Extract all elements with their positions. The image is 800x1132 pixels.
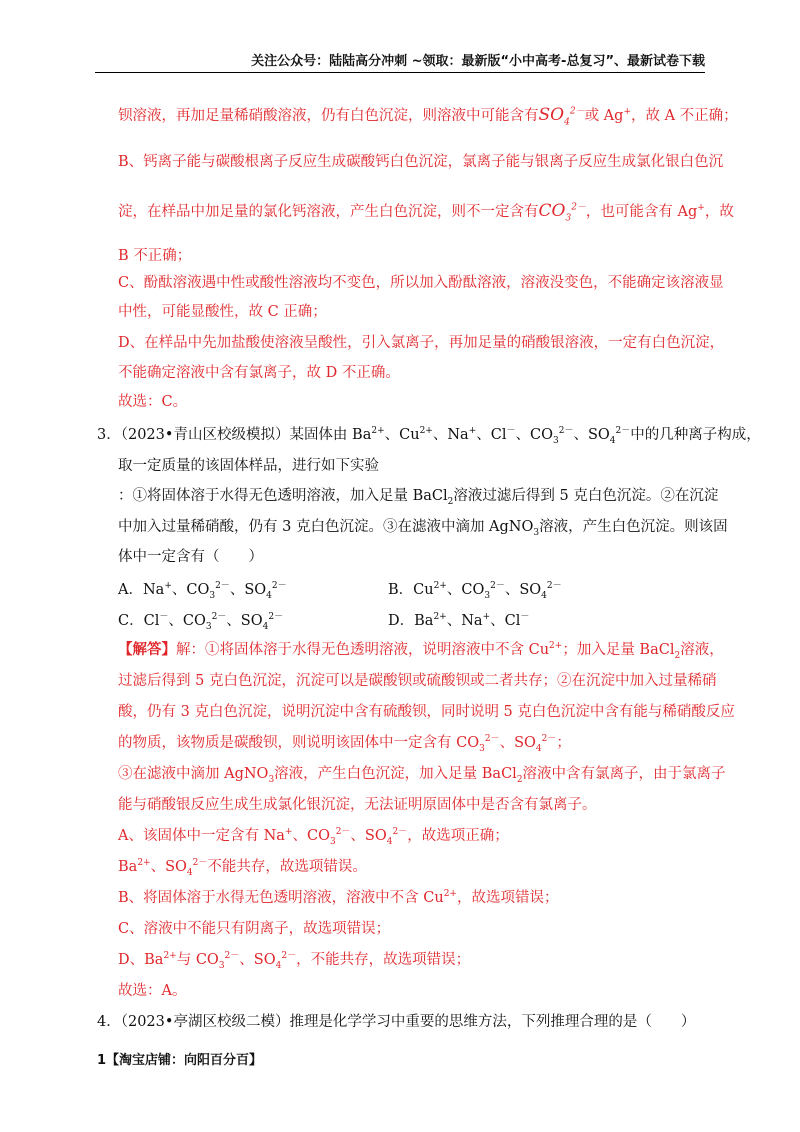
option-a[interactable]: A．Na+、$CO_3^{2-}$、$SO_4^{2-}$ [118,581,287,601]
answer-line-10: C、溶液中不能只有阴离子，故选项错误； [118,921,391,937]
answer-line-6: 能与硝酸银反应生成生成氯化银沉淀，无法证明原固体中是否含有氯离子。 [118,797,597,813]
explanation-line-5: C、酚酞溶液遇中性或酸性溶液均不变色，所以加入酚酞溶液，溶液没变色，不能确定该溶液显 [118,275,724,291]
explanation-line-7: D、在样品中先加盐酸使溶液呈酸性，引入氯离子，再加足量的硝酸银溶液，一定有白色沉淀， [118,335,725,351]
question-3-line-2: 取一定质量的该固体样品，进行如下实验 [118,458,379,474]
answer-line-5: ③在滤液中滴加 AgNO$_3$溶液，产生白色沉淀，加入足量 BaCl$_2$溶液中含有氯离子，由于氯离子 [118,766,726,785]
answer-line-12: 故选：A。 [118,983,187,999]
question-3-line-3: ：①将固体溶于水得无色透明溶液，加入足量 BaCl$_2$溶液过滤后得到 5 克白色沉淀。②在沉淀 [118,488,719,507]
option-d[interactable]: D．$Ba^{2+}$、Na+、Cl－ [388,612,530,629]
page-header: 关注公众号：陆陆高分冲刺 ~领取：最新版“小中高考-总复习”、最新试卷下载 [95,50,705,73]
sulfate-formula: $SO_4^{2-}$ [538,105,585,128]
option-c[interactable]: C．Cl－、$CO_3^{2-}$、$SO_4^{2-}$ [118,612,284,632]
explanation-line-3: 淀，在样品中加足量的氯化钙溶液，产生白色沉淀，则不一定含有$CO_3^{2-}$，也可能含有 Ag+，故 [118,201,734,224]
answer-line-11: D、$Ba^{2+}$与 $CO_3^{2-}$、$SO_4^{2-}$，不能共存，故选项错误； [118,951,471,971]
explanation-line-1: 钡溶液，再加足量稀硝酸溶液，仍有白色沉淀，则溶液中可能含有$SO_4^{2-}$或 Ag+，故 A 不正确； [118,105,738,128]
explanation-line-4: B 不正确； [118,248,192,264]
answer-line-9: B、将固体溶于水得无色透明溶液，溶液中不含 $Cu^{2+}$，故选项错误； [118,889,559,906]
answer-line-8: $Ba^{2+}$、$SO_4^{2-}$不能共存，故选项错误。 [118,858,367,878]
answer-line-1: 【解答】解：①将固体溶于水得无色透明溶液，说明溶液中不含 $Cu^{2+}$；加入足量 BaCl$_2$溶液， [118,641,724,661]
option-b[interactable]: B．$Cu^{2+}$、$CO_3^{2-}$、$SO_4^{2-}$ [388,581,562,601]
answer-line-7: A、该固体中一定含有 Na+、$CO_3^{2-}$、$SO_4^{2-}$，故选项正确； [118,827,509,847]
explanation-line-2: B、钙离子能与碳酸根离子反应生成碳酸钙白色沉淀，氯离子能与银离子反应生成氯化银白色沉 [118,154,724,170]
explanation-line-8: 不能确定溶液中含有氯离子，故 D 不正确。 [118,365,400,381]
explanation-line-6: 中性，可能显酸性，故 C 正确； [118,304,327,320]
page-footer: 1【淘宝店铺：向阳百分百】 [97,1053,263,1068]
explanation-line-9: 故选：C。 [118,394,188,410]
answer-line-3: 酸，仍有 3 克白色沉淀，说明沉淀中含有硫酸钡，同时说明 5 克白色沉淀中含有能与稀硝酸反应 [118,704,735,720]
question-3-line-1: 3．（2023•青山区校级模拟）某固体由 $Ba^{2+}$、$Cu^{2+}$、Na+、Cl－、$CO_3^{2-}$、$SO_4^{2-}$中的几种离子构成， [97,426,761,446]
question-3-line-4: 中加入过量稀硝酸，仍有 3 克白色沉淀。③在滤液中滴加 AgNO$_3$溶液，产生白色沉淀。则该固 [118,519,728,538]
answer-line-4: 的物质，该物质是碳酸钡，则说明该固体中一定含有 $CO_3^{2-}$、$SO_4^{2-}$； [118,734,571,754]
question-3-line-5: 体中一定含有（ ） [118,549,263,565]
question-4: 4．（2023•亭湖区校级二模）推理是化学学习中重要的思维方法，下列推理合理的是（ ） [97,1014,696,1030]
carbonate-formula: $CO_3^{2-}$ [538,201,586,224]
answer-line-2: 过滤后得到 5 克白色沉淀，沉淀可以是碳酸钡或硫酸钡或二者共存；②在沉淀中加入过量稀硝 [118,673,717,689]
